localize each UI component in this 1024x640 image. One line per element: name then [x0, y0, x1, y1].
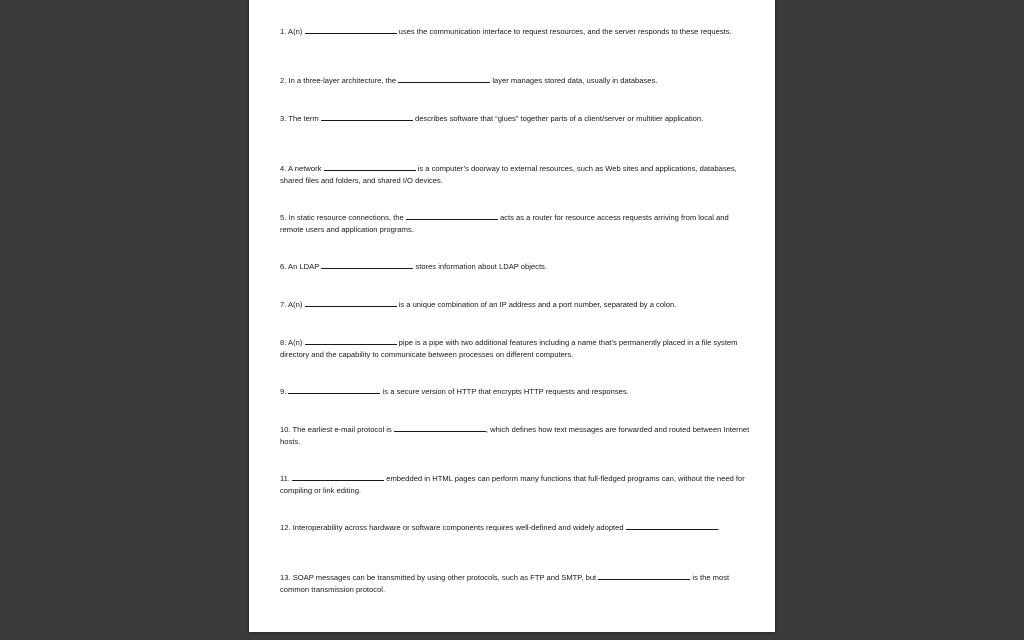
question-number: 4. — [280, 164, 287, 173]
answer-blank[interactable] — [305, 337, 397, 345]
question-text-before: In a three-layer architecture, the — [288, 76, 397, 85]
answer-blank[interactable] — [288, 386, 380, 394]
question-text-after: , which defines how text messages are forwarded and routed between Internet hosts. — [280, 425, 750, 446]
question-number: 7. — [280, 300, 287, 309]
question-text-after: . — [717, 523, 720, 532]
question-9 — [280, 386, 750, 398]
question-number: 8. — [280, 338, 287, 347]
answer-blank[interactable] — [626, 522, 718, 530]
question-text-after: embedded in HTML pages can perform many functions that full-fledged programs can, without the need for compiling or link editing. — [280, 474, 745, 495]
question-2 — [280, 75, 750, 87]
question-text-before: A(n) — [288, 338, 303, 347]
question-7 — [280, 299, 750, 311]
question-text-before: A(n) — [288, 300, 303, 309]
answer-blank[interactable] — [394, 424, 486, 432]
question-text-after: is a unique combination of an IP address and a port number, separated by a colon. — [398, 300, 677, 309]
question-3 — [280, 113, 750, 125]
question-text-after: acts as a router for resource access requests arriving from local and remote users and application programs. — [280, 213, 729, 234]
question-text-after: stores information about LDAP objects. — [415, 262, 547, 271]
question-11 — [280, 473, 750, 496]
answer-blank[interactable] — [305, 26, 397, 34]
question-number: 1. — [280, 27, 287, 36]
question-number: 11. — [280, 474, 290, 483]
question-text-before: SOAP messages can be transmitted by using other protocols, such as FTP and SMTP, but — [292, 573, 597, 582]
question-text-after: uses the communication interface to request resources, and the server responds to these requests. — [398, 27, 732, 36]
question-text-after: is a computer’s doorway to external resources, such as Web sites and applications, databases, shared files and folders, and shared I/O devices. — [280, 164, 737, 185]
question-number: 13. — [280, 573, 291, 582]
question-text-after: describes software that “glues” together parts of a client/server or multitier application. — [414, 114, 704, 123]
answer-blank[interactable] — [406, 212, 498, 220]
question-1 — [280, 26, 750, 38]
question-text-before: A network — [288, 164, 322, 173]
answer-blank[interactable] — [398, 75, 490, 83]
question-text-before: An LDAP — [288, 262, 320, 271]
question-text-before: A(n) — [288, 27, 303, 36]
question-text-before: Interoperability across hardware or software components requires well-defined and widely adopted — [292, 523, 624, 532]
question-number: 5. — [280, 213, 287, 222]
question-text-after: is the most common transmission protocol. — [280, 573, 730, 594]
answer-blank[interactable] — [305, 299, 397, 307]
question-text-after: is a secure version of HTTP that encrypts HTTP requests and responses. — [382, 387, 629, 396]
question-text-after: layer manages stored data, usually in databases. — [492, 76, 658, 85]
question-number: 10. — [280, 425, 291, 434]
question-text-before: The earliest e-mail protocol is — [292, 425, 392, 434]
question-number: 3. — [280, 114, 287, 123]
question-number: 12. — [280, 523, 291, 532]
question-text-before: The term — [288, 114, 319, 123]
question-10 — [280, 424, 750, 447]
question-13 — [280, 572, 750, 595]
answer-blank[interactable] — [321, 113, 413, 121]
answer-blank[interactable] — [324, 163, 416, 171]
question-6 — [280, 261, 750, 273]
question-8 — [280, 337, 750, 360]
document-page — [249, 0, 775, 632]
question-5 — [280, 212, 750, 235]
question-text-after: pipe is a pipe with two additional features including a name that’s permanently placed in a file system directory and the capability to communicate between processes on different computers. — [280, 338, 738, 359]
answer-blank[interactable] — [321, 261, 413, 269]
question-number: 2. — [280, 76, 287, 85]
answer-blank[interactable] — [598, 572, 690, 580]
question-number: 6. — [280, 262, 287, 271]
question-number: 9. — [280, 387, 287, 396]
answer-blank[interactable] — [292, 473, 384, 481]
question-4 — [280, 163, 750, 186]
question-text-before: In static resource connections, the — [288, 213, 404, 222]
question-12 — [280, 522, 750, 534]
